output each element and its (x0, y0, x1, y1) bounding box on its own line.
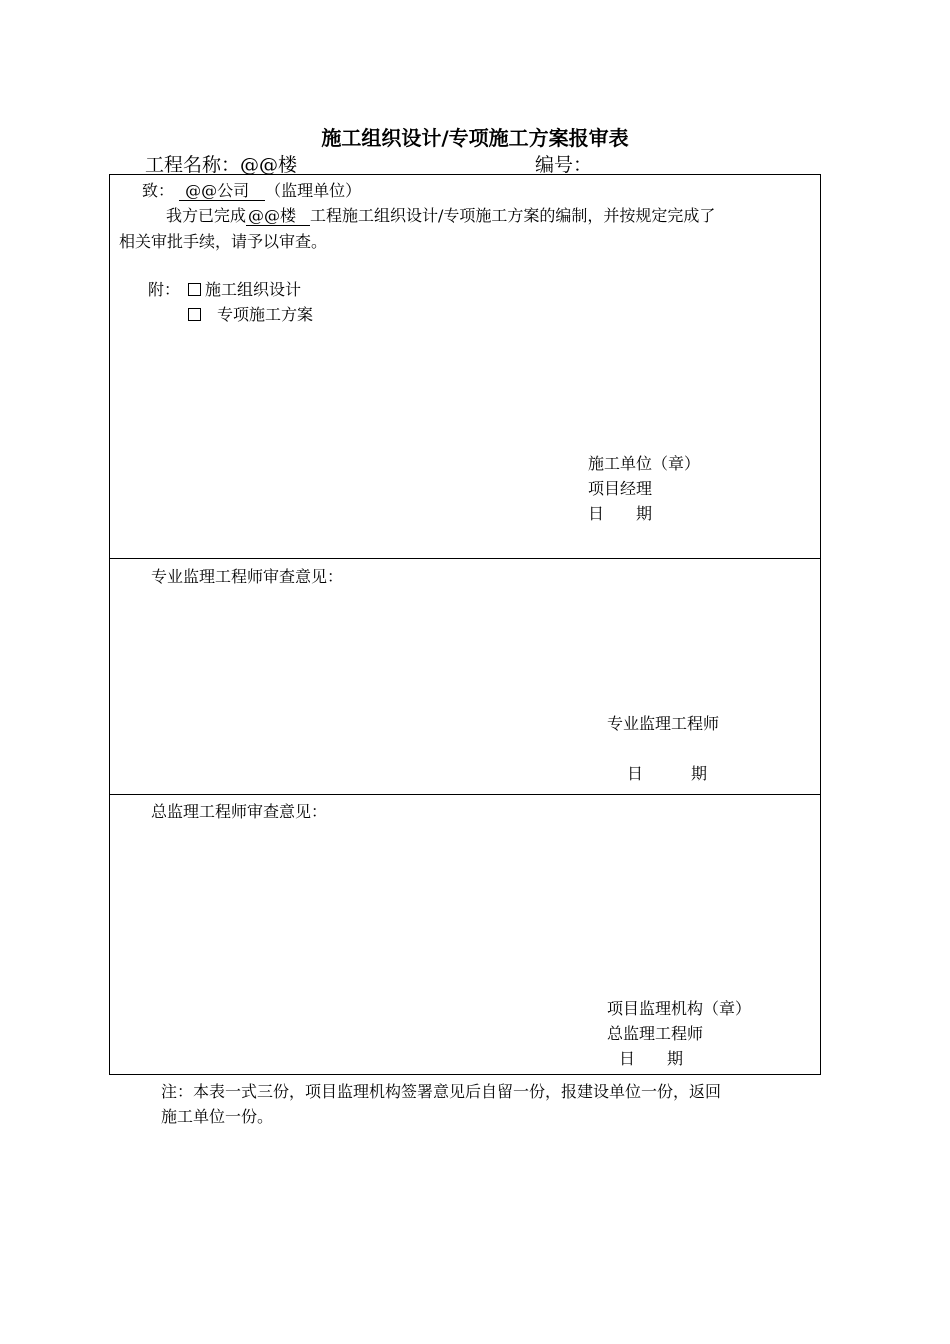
chief-review-heading: 总监理工程师审查意见： (151, 802, 328, 821)
to-prefix: 致： (142, 181, 175, 200)
chief-engineer-label: 总监理工程师 (607, 1024, 704, 1043)
chief-review-section (109, 794, 821, 1075)
project-name-row (145, 150, 297, 177)
attachment-item-label: 专项施工方案 (217, 305, 314, 324)
specialist-review-section (109, 558, 821, 795)
specialist-review-heading: 专业监理工程师审查意见： (151, 567, 344, 586)
project-manager-label: 项目经理 (588, 479, 653, 498)
project-name: @@楼 (240, 154, 298, 176)
footnote-line-2: 施工单位一份。 (161, 1107, 274, 1126)
addressee-line (142, 178, 361, 201)
number-label: 编号： (535, 154, 593, 176)
body-line-2: 相关审批手续，请予以审查。 (119, 232, 328, 251)
body-suffix: 工程施工组织设计/专项施工方案的编制，并按规定完成了 (310, 206, 716, 225)
body-project-name: @@楼 (246, 207, 310, 226)
form-title: 施工组织设计/专项施工方案报审表 (321, 126, 629, 150)
attachment-label: 附： (148, 280, 181, 299)
to-suffix: （监理单位） (265, 181, 362, 200)
footnote-line-1: 注：本表一式三份，项目监理机构签署意见后自留一份，报建设单位一份，返回 (161, 1082, 722, 1101)
chief-date-label: 日 期 (619, 1049, 684, 1068)
body-line-1 (166, 203, 715, 226)
supervisor-company: @@公司 (179, 182, 265, 201)
body-prefix: 我方已完成 (166, 206, 247, 225)
submission-section (109, 174, 821, 559)
checkbox-icon[interactable] (188, 308, 201, 321)
contractor-seal-label: 施工单位（章） (588, 454, 701, 473)
attachment-item-special-plan[interactable] (188, 302, 313, 325)
attachment-item-construction-design[interactable] (188, 277, 301, 300)
project-label: 工程名称： (145, 154, 241, 176)
supervision-org-seal-label: 项目监理机构（章） (607, 999, 752, 1018)
checkbox-icon[interactable] (188, 283, 201, 296)
attachment-item-label: 施工组织设计 (205, 280, 302, 299)
specialist-engineer-label: 专业监理工程师 (607, 714, 720, 733)
contractor-date-label: 日 期 (588, 504, 653, 523)
specialist-date-label: 日 期 (627, 764, 708, 783)
